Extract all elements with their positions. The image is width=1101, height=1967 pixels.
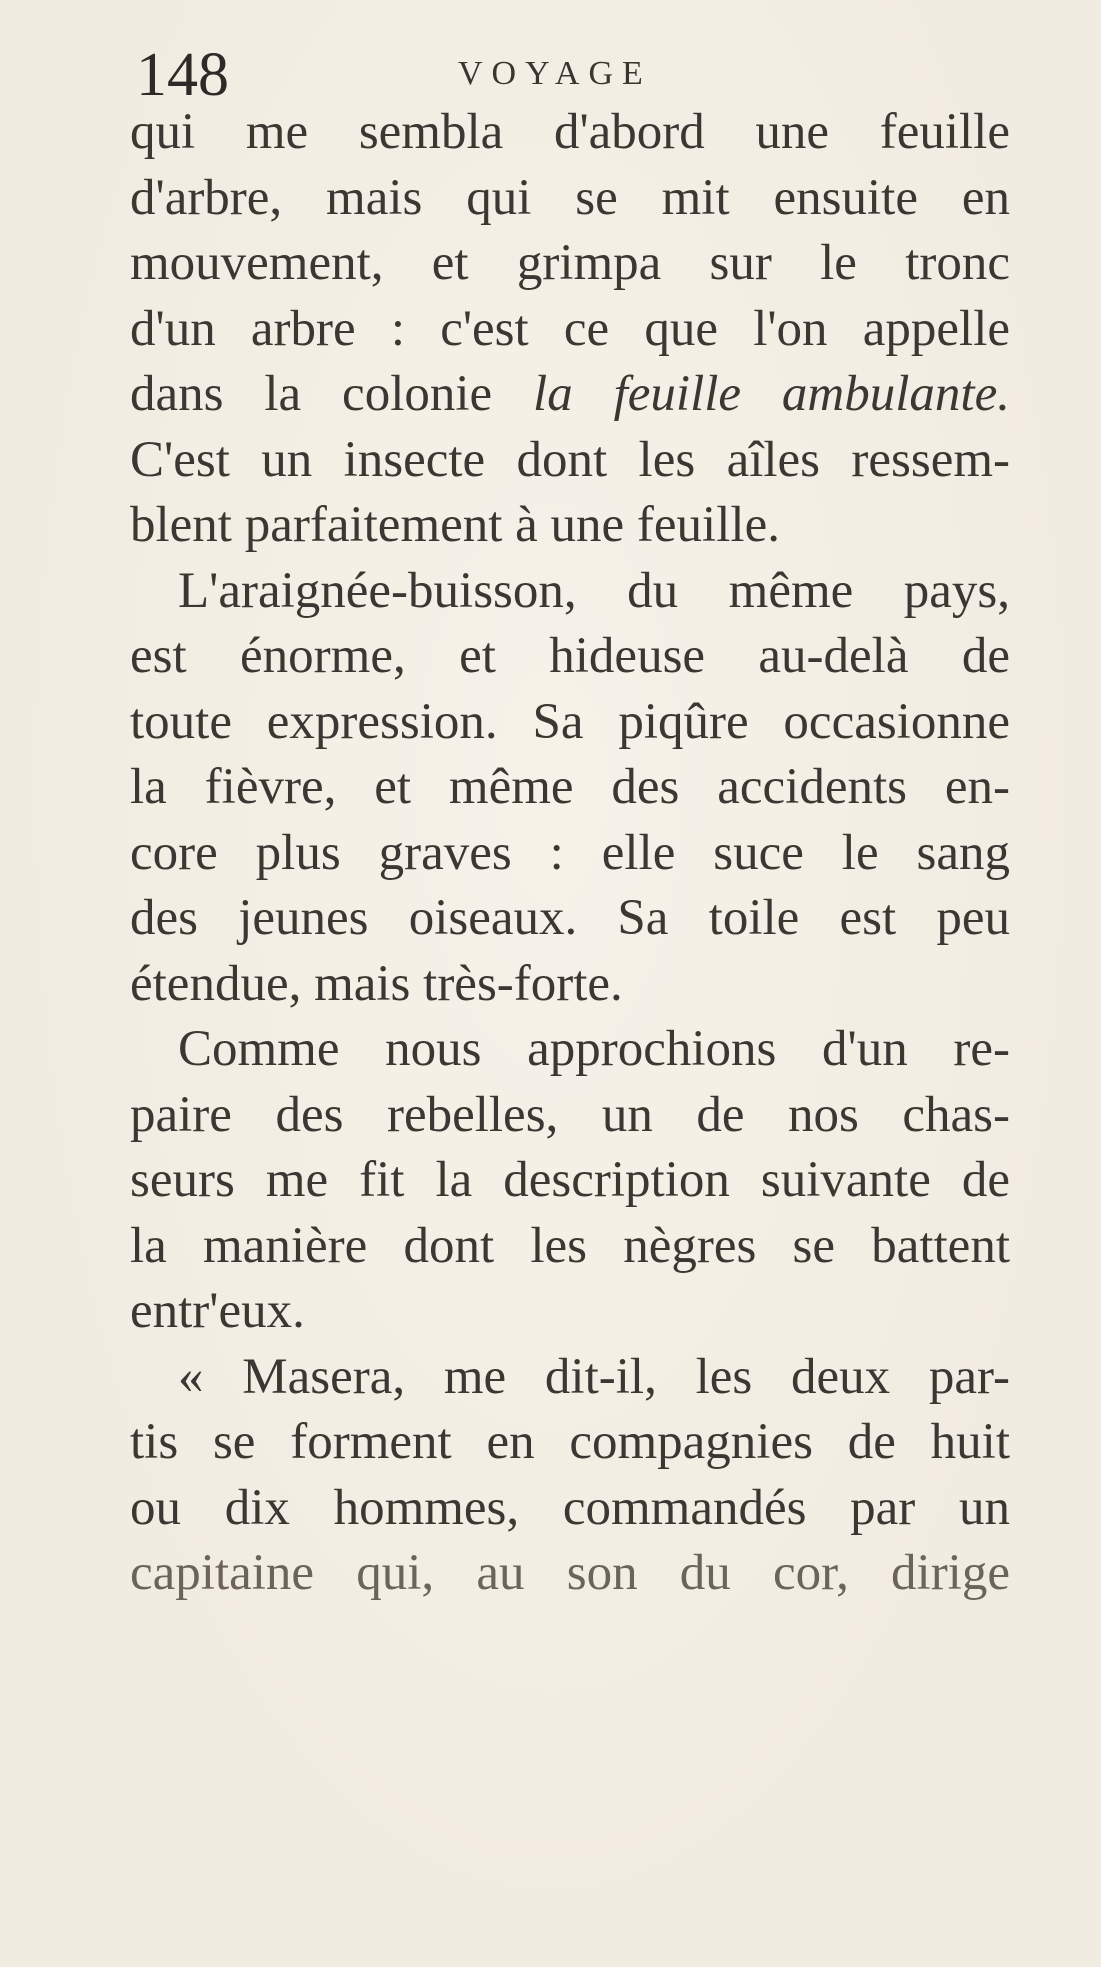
page-number: 148 — [136, 41, 229, 109]
italic-term: la feuille ambulante. — [533, 366, 1010, 422]
text-line: capitaine qui, au son du cor, dirige — [130, 1545, 1010, 1601]
paragraph-start-line: Comme nous approchions d'un re- — [178, 1021, 1010, 1077]
text-line: la manière dont les nègres se battent — [130, 1217, 1010, 1274]
text-line: qui me sembla d'abord une feuille — [130, 104, 1010, 160]
paragraph-start-line: « Masera, me dit-il, les deux par- — [178, 1348, 1010, 1405]
text-line: étendue, mais très-forte. — [130, 955, 623, 1012]
text-line: est énorme, et hideuse au-delà de — [130, 628, 1010, 684]
paragraph-start-line: L'araignée-buisson, du même pays, — [178, 562, 1010, 619]
text-line: d'un arbre : c'est ce que l'on appelle — [130, 300, 1010, 357]
text-line: mouvement, et grimpa sur le tronc — [130, 235, 1010, 291]
text-line-with-italic — [130, 362, 1010, 428]
text-line: core plus graves : elle suce le sang — [130, 824, 1010, 881]
text-line: entr'eux. — [130, 1283, 305, 1339]
text-line: paire des rebelles, un de nos chas- — [130, 1086, 1010, 1143]
text-line: blent parfaitement à une feuille. — [130, 497, 780, 553]
text-line: tis se forment en compagnies de huit — [130, 1414, 1010, 1470]
text-line: ou dix hommes, commandés par un — [130, 1479, 1010, 1536]
running-head: VOYAGE — [458, 55, 652, 92]
text-line: toute expression. Sa piqûre occasionne — [130, 693, 1010, 750]
text-line-lead: dans la colonie — [130, 366, 534, 422]
body-text — [130, 100, 1010, 1607]
text-line: seurs me fit la description suivante de — [130, 1152, 1010, 1208]
text-line: des jeunes oiseaux. Sa toile est peu — [130, 890, 1010, 946]
text-line: C'est un insecte dont les aîles ressem- — [130, 431, 1010, 488]
text-line: la fièvre, et même des accidents en- — [130, 759, 1010, 815]
text-line: d'arbre, mais qui se mit ensuite en — [130, 169, 1010, 226]
